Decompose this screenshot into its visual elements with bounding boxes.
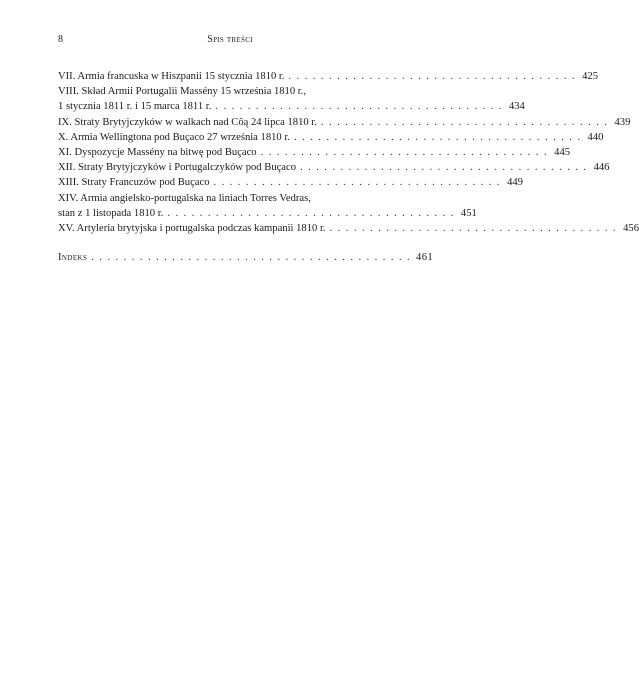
leader-dots: . . . . . . . . . . . . . . . . . . . . . . . . . . . . . . . . . . . . <box>167 207 455 219</box>
toc-entry[interactable] <box>58 175 523 190</box>
toc-entry-page: 449 <box>507 177 523 189</box>
leader-dots: . . . . . . . . . . . . . . . . . . . . . . . . . . . . . . . . . . . . <box>288 71 576 82</box>
toc-entry[interactable] <box>58 160 610 175</box>
running-head: Spis treści <box>207 34 253 45</box>
toc-entry-page: 425 <box>582 71 598 82</box>
toc-entry-title: X. Armia Wellingtona pod Buçaco 27 września 1810 r. <box>58 131 290 143</box>
toc-entry[interactable] <box>58 69 598 84</box>
toc-entry-title: XV. Artyleria brytyjska i portugalska podczas kampanii 1810 r. <box>58 223 326 235</box>
page-header <box>58 34 402 48</box>
toc-entry-title-line1: VIII. Skład Armii Portugalii Massény 15 września 1810 r., <box>58 86 307 98</box>
toc-entry-page: 440 <box>587 131 604 143</box>
toc-entry[interactable] <box>58 145 571 160</box>
toc-entry[interactable] <box>58 130 604 145</box>
toc-entry-title: XII. Straty Brytyjczyków i Portugalczyków pod Buçaco <box>58 162 297 174</box>
toc-entry-page: 439 <box>614 116 631 128</box>
leader-dots: . . . . . . . . . . . . . . . . . . . . . . . . . . . . . . . . . . . . <box>215 101 503 113</box>
toc-entry-page: 445 <box>554 147 571 159</box>
toc-entry-page: 451 <box>460 207 477 219</box>
leader-dots: . . . . . . . . . . . . . . . . . . . . . . . . . . . . . . . . . . . . <box>329 223 617 235</box>
toc-entry[interactable] <box>58 191 477 221</box>
leader-dots: . . . . . . . . . . . . . . . . . . . . . . . . . . . . . . . . . . . . <box>300 162 588 174</box>
leader-dots: . . . . . . . . . . . . . . . . . . . . . . . . . . . . . . . . . . . . <box>213 177 501 189</box>
toc-entry[interactable] <box>58 84 525 114</box>
toc-entry-title: XI. Dyspozycje Massény na bitwę pod Buçaco <box>58 147 257 159</box>
toc-index-entry[interactable] <box>58 250 434 265</box>
toc-entry-title: IX. Straty Brytyjczyków w walkach nad Côą 24 lipca 1810 r. <box>58 116 317 128</box>
leader-dots: . . . . . . . . . . . . . . . . . . . . . . . . . . . . . . . . . . . . <box>260 147 549 159</box>
toc-entry-page: 434 <box>508 101 525 113</box>
toc-entry-page: 446 <box>593 162 610 174</box>
toc-entry-title-line2: 1 stycznia 1811 r. i 15 marca 1811 r. <box>58 101 212 113</box>
leader-dots: . . . . . . . . . . . . . . . . . . . . . . . . . . . . . . . . . . . . <box>320 116 609 128</box>
toc-entry[interactable] <box>58 221 639 236</box>
table-of-contents <box>58 69 639 265</box>
toc-entry-title-line2: stan z 1 listopada 1810 r. <box>58 207 164 219</box>
toc-entry-title-line1: XIV. Armia angielsko-portugalska na liniach Torres Vedras, <box>58 192 311 204</box>
toc-entry[interactable] <box>58 115 631 130</box>
index-title: Indeks <box>58 252 88 264</box>
leader-dots: . . . . . . . . . . . . . . . . . . . . . . . . . . . . . . . . . . . . . . . . <box>91 252 412 264</box>
leader-dots: . . . . . . . . . . . . . . . . . . . . . . . . . . . . . . . . . . . . <box>293 131 582 143</box>
toc-entry-title: XIII. Straty Francuzów pod Buçaco <box>58 177 210 189</box>
toc-entry-title: VII. Armia francuska w Hiszpanii 15 stycznia 1810 r. <box>58 71 285 82</box>
page-number: 8 <box>58 34 63 45</box>
index-page: 461 <box>416 252 434 264</box>
toc-entry-page: 456 <box>623 223 639 235</box>
